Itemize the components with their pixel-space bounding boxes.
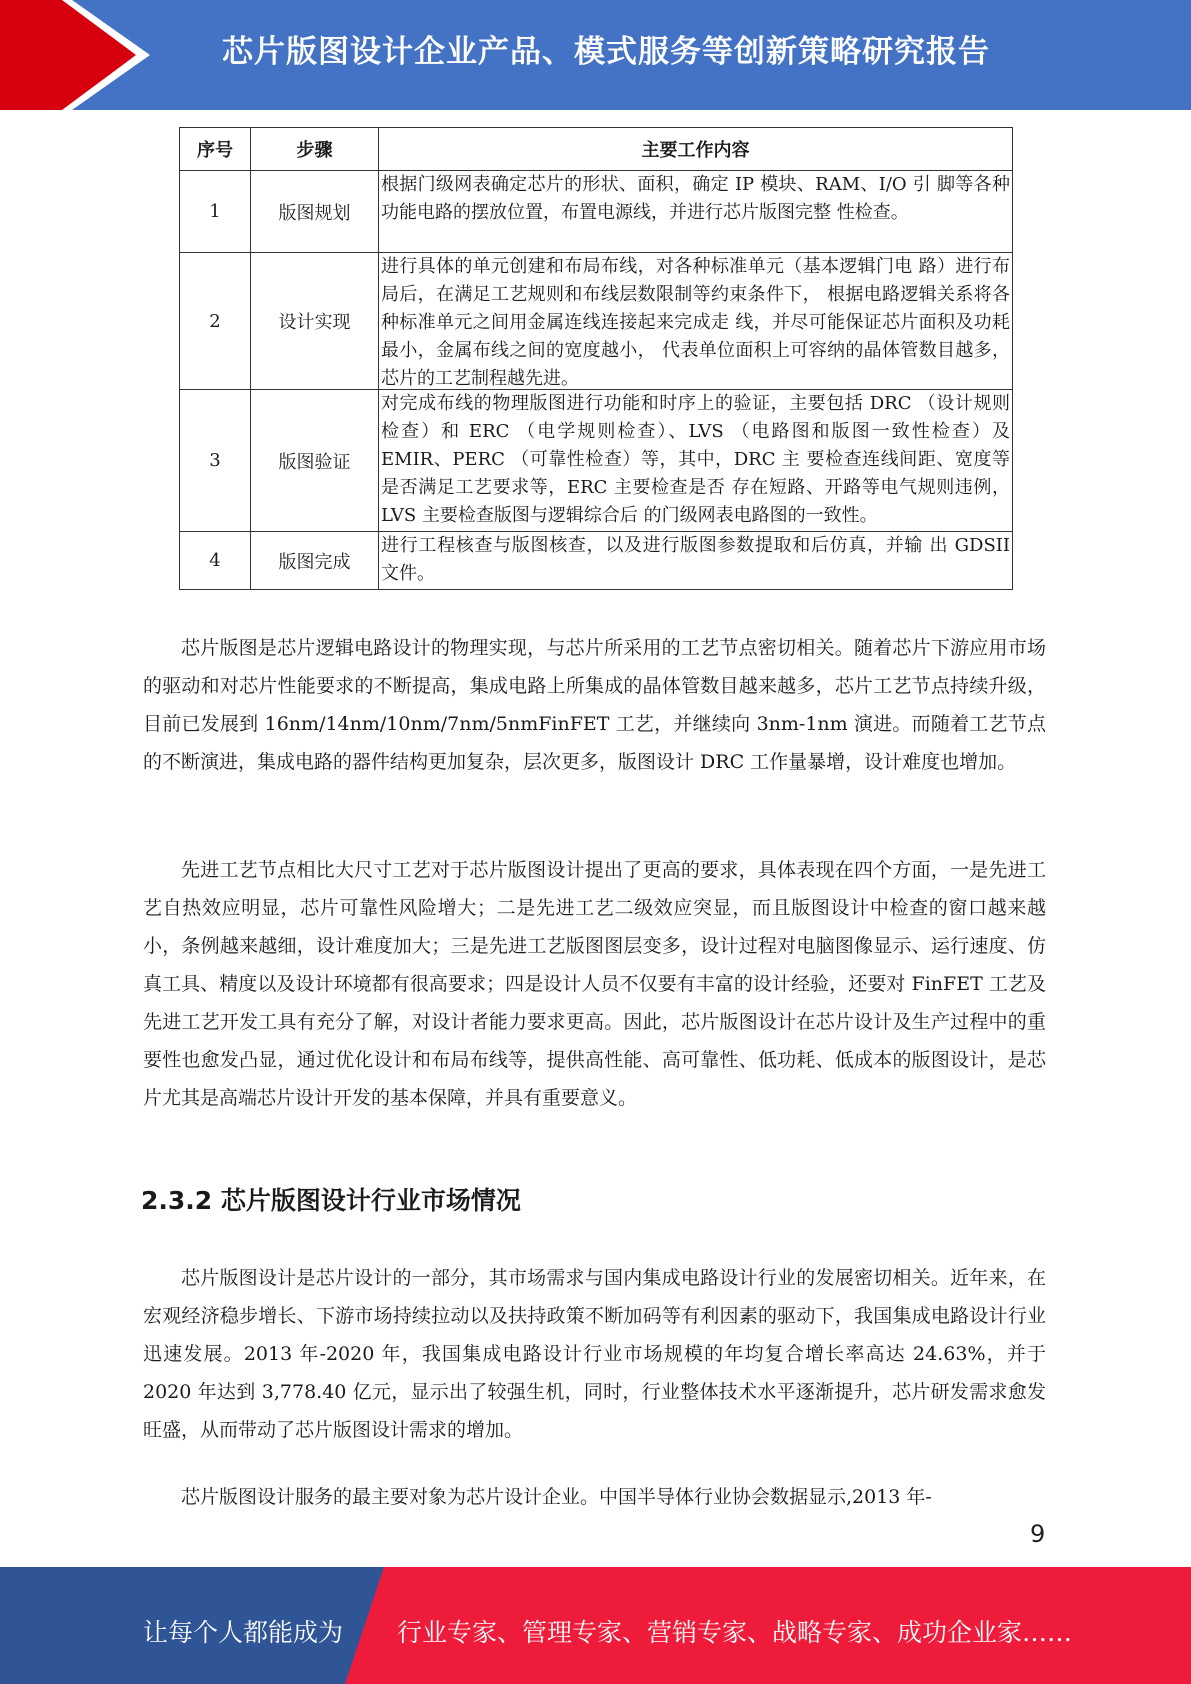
row-content [379,532,1013,590]
row-number: 1 [180,171,251,253]
column-header-content: 主要工作内容 [379,128,1013,171]
table-header-row [180,128,1013,171]
table-row [180,532,1013,590]
header-arrow-decoration [0,0,160,110]
footer-slogan-right: 行业专家、管理专家、营销专家、战略专家、成功企业家…… [397,1618,1073,1647]
row-step: 设计实现 [251,253,379,390]
body-paragraph-2: 先进工艺节点相比大尺寸工艺对于芯片版图设计提出了更高的要求，具体表现在四个方面，一是先进工艺自热效应明显，芯片可靠性风险增大；二是先进工艺二级效应突显，而且版图设计中检查的窗口越来越小，条例越来越细，设计难度加大；三是先进工艺版图图层变多，设计过程对电脑图像显示、运行速度、仿真工具、精度以及设计环境都有很高要求；四是设计人员不仅要有丰富的设计经验，还要对 FinFET 工艺及先进工艺开发工具有充分了解，对设计者能力要求更高。因此，芯片版图设计在芯片设计及生产过程中的重要性也愈发凸显，通过优化设计和布局布线等，提供高性能、高可靠性、低功耗、低成本的版图设计，是芯片尤其是高端芯片设计开发的基本保障，并具有重要意义。 [143,859,1046,1109]
row-number: 4 [180,532,251,590]
page-number: 9 [1030,1520,1046,1548]
row-number: 3 [180,390,251,532]
column-header-number: 序号 [180,128,251,171]
row-content [379,390,1013,532]
column-header-step: 步骤 [251,128,379,171]
row-content [379,253,1013,390]
row-step: 版图验证 [251,390,379,532]
row-step: 版图完成 [251,532,379,590]
table-row [180,253,1013,390]
table-row [180,171,1013,253]
page-footer [0,1567,1191,1684]
row-content-text: 进行工程核查与版图核查，以及进行版图参数提取和后仿真，并输 出 GDSII 文件。 [381,535,1010,584]
section-heading: 2.3.2 芯片版图设计行业市场情况 [141,1186,521,1215]
row-content-text: 根据门级网表确定芯片的形状、面积，确定 IP 模块、RAM、I/O 引 脚等各种功能电路的摆放位置，布置电源线，并进行芯片版图完整 性检查。 [381,174,1010,223]
footer-slogan-left: 让每个人都能成为 [143,1618,344,1647]
row-content-text: 对完成布线的物理版图进行功能和时序上的验证，主要包括 DRC （设计规则检查）和 ERC （电学规则检查）、LVS （电路图和版图一致性检查）及 EMIR、PERC （可靠性检查）等，其中，DRC 主 要检查连线间距、宽度等是否满足工艺要求等，ERC 主要检查是否 存在短路、开路等电气规则违例，LVS 主要检查版图与逻辑综合后 的门级网表电路图的一致性。 [381,393,1010,526]
table-row [180,390,1013,532]
row-step: 版图规划 [251,171,379,253]
row-content [379,171,1013,253]
body-paragraph-3: 芯片版图设计是芯片设计的一部分，其市场需求与国内集成电路设计行业的发展密切相关。近年来，在宏观经济稳步增长、下游市场持续拉动以及扶持政策不断加码等有利因素的驱动下，我国集成电路设计行业迅速发展。2013 年-2020 年，我国集成电路设计行业市场规模的年均复合增长率高达 24.63%，并于 2020 年达到 3,778.40 亿元，显示出了较强生机，同时，行业整体技术水平逐渐提升，芯片研发需求愈发旺盛，从而带动了芯片版图设计需求的增加。 [143,1267,1046,1441]
row-number: 2 [180,253,251,390]
steps-table [179,127,1013,590]
report-title: 芯片版图设计企业产品、模式服务等创新策略研究报告 [222,34,990,70]
body-paragraph-4: 芯片版图设计服务的最主要对象为芯片设计企业。中国半导体行业协会数据显示,2013 年- [181,1486,932,1508]
row-content-text: 进行具体的单元创建和布局布线，对各种标准单元（基本逻辑门电 路）进行布局后，在满足工艺规则和布线层数限制等约束条件下， 根据电路逻辑关系将各种标准单元之间用金属连线连接起来完成走 线，并尽可能保证芯片面积及功耗最小，金属布线之间的宽度越小， 代表单位面积上可容纳的晶体管数目越多，芯片的工艺制程越先进。 [381,256,1010,388]
page-header [0,0,1191,110]
body-paragraph-1: 芯片版图是芯片逻辑电路设计的物理实现，与芯片所采用的工艺节点密切相关。随着芯片下游应用市场的驱动和对芯片性能要求的不断提高，集成电路上所集成的晶体管数目越来越多，芯片工艺节点持续升级，目前已发展到 16nm/14nm/10nm/7nm/5nmFinFET 工艺，并继续向 3nm-1nm 演进。而随着工艺节点的不断演进，集成电路的器件结构更加复杂，层次更多，版图设计 DRC 工作量暴增，设计难度也增加。 [143,637,1046,773]
